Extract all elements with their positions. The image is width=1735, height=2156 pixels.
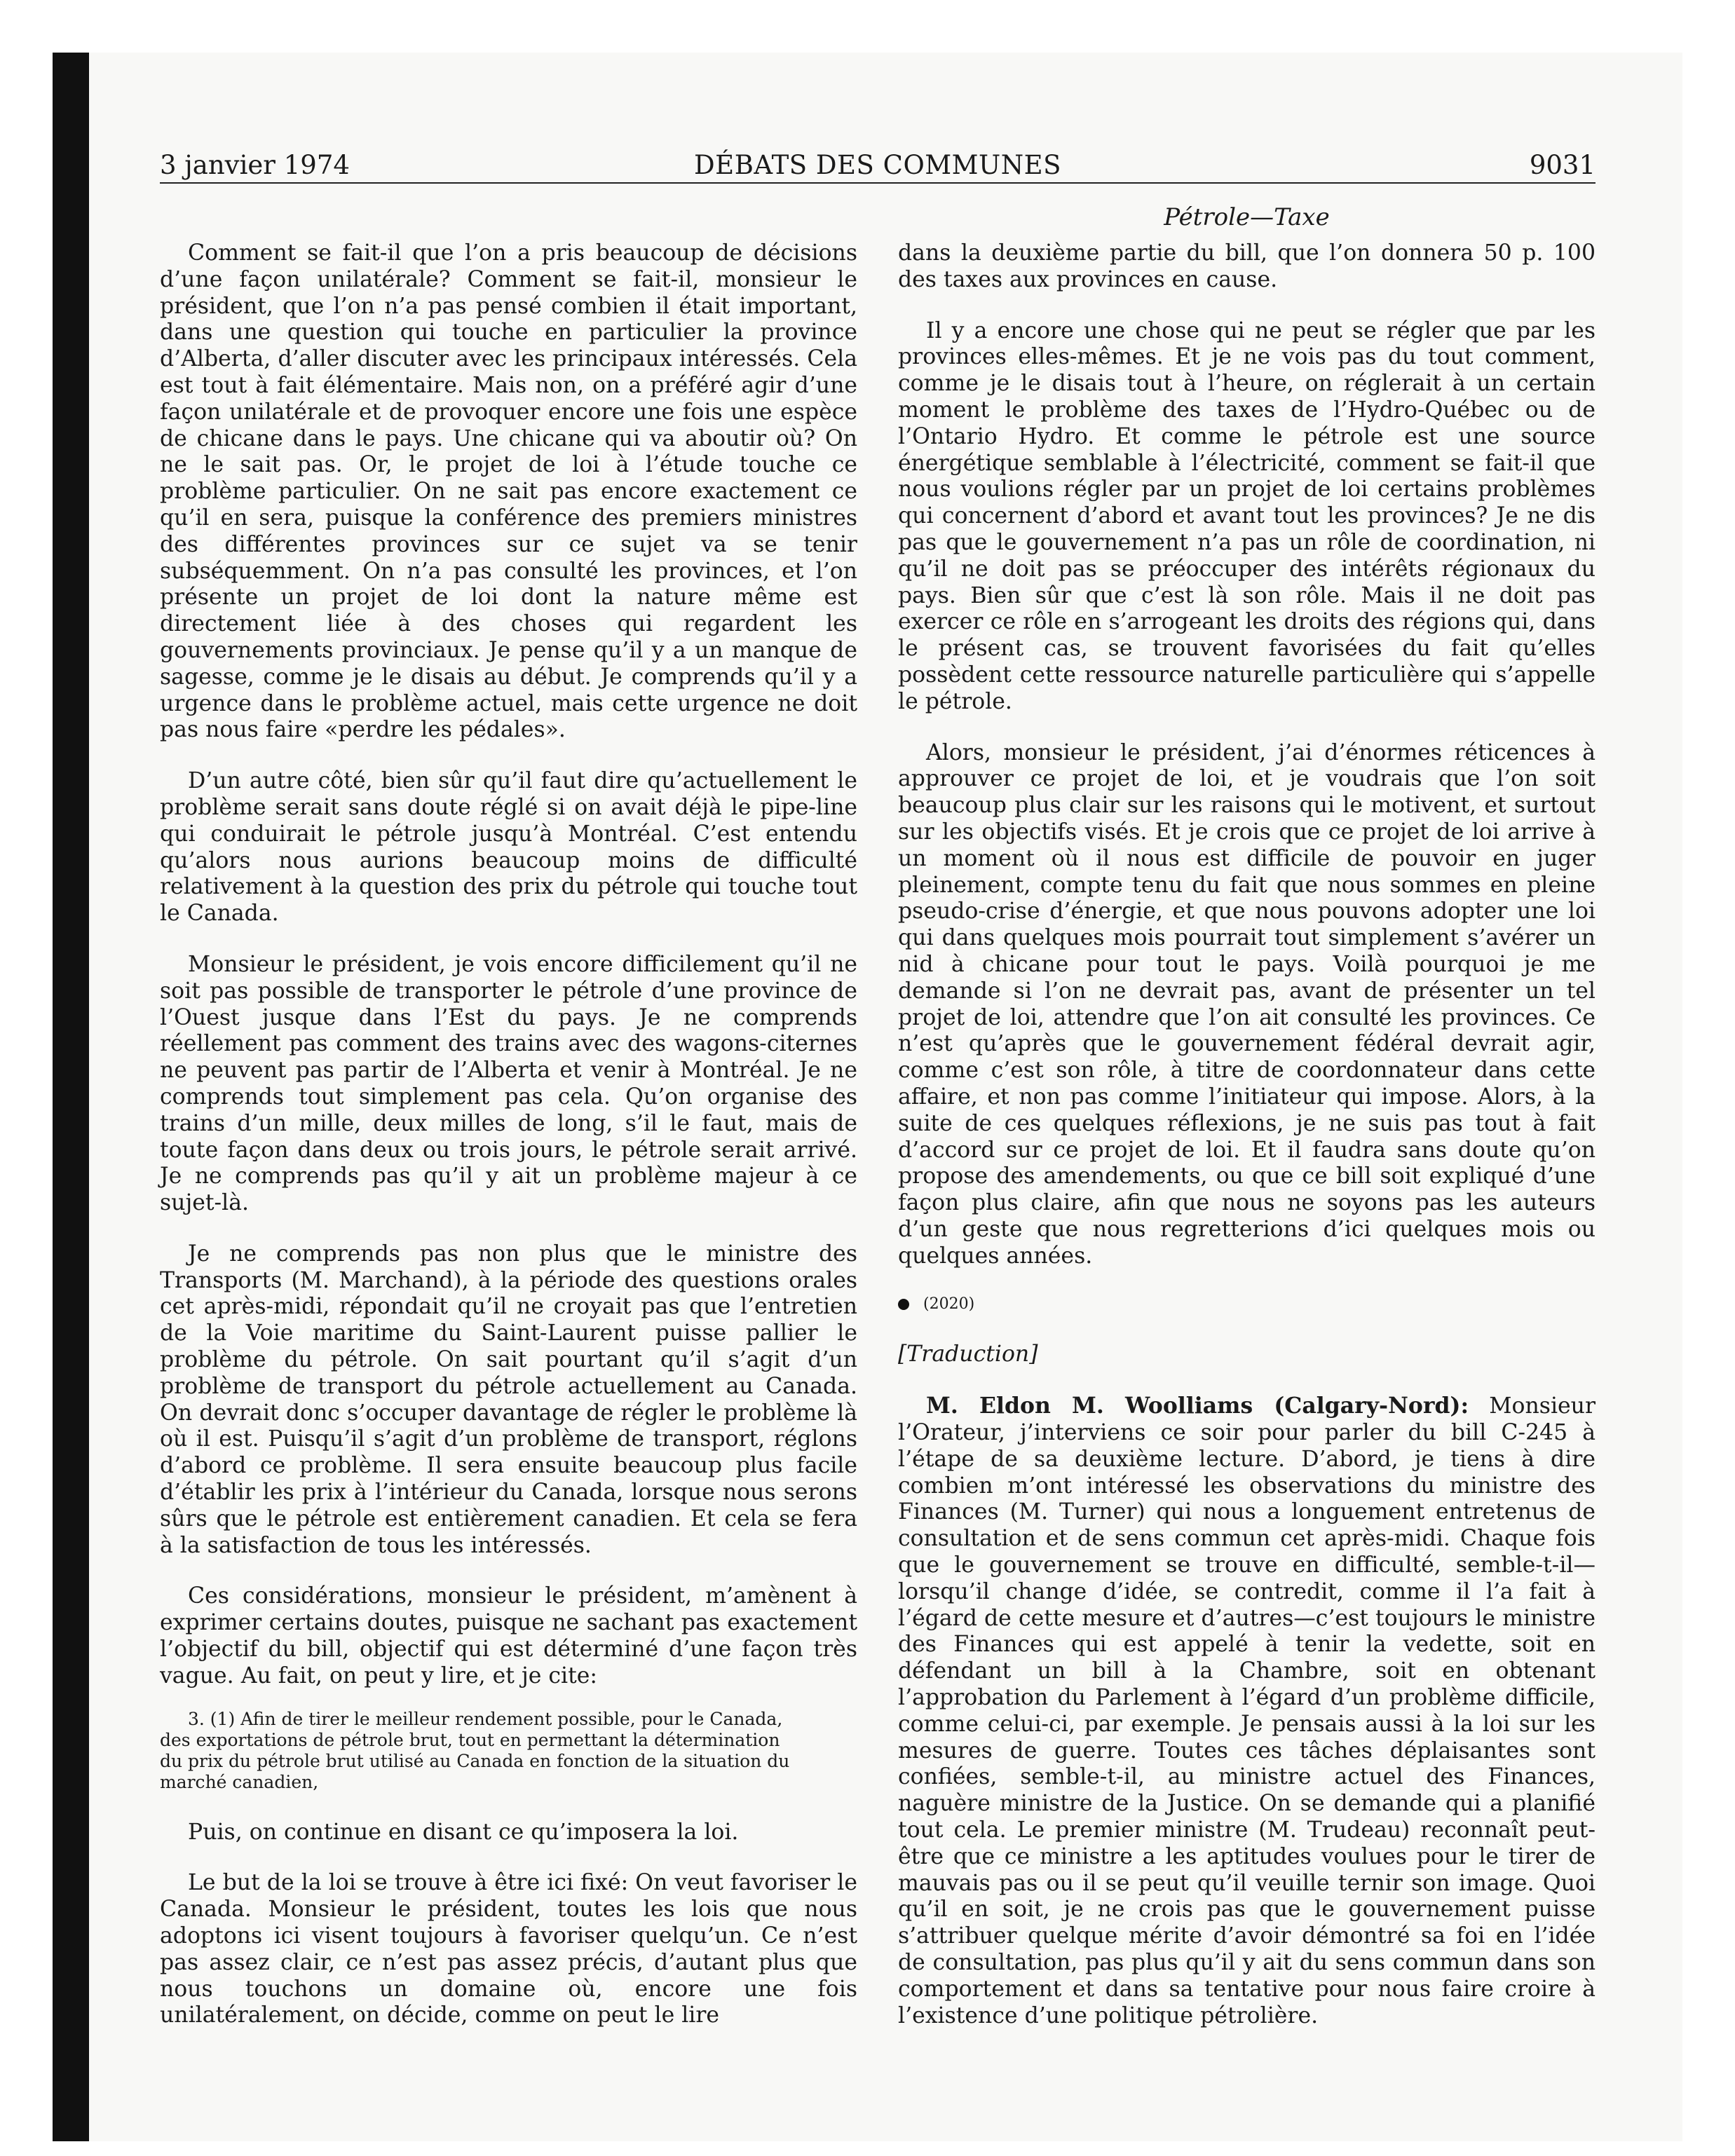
paragraph: Alors, monsieur le président, j’ai d’énormes réticences à approuver ce projet de loi, et je voudrais que l’on soit beaucoup plus clair sur les raisons qui le motivent, et surtout sur les objectifs visés. Et je crois que ce projet de loi arrive à un moment où il nous est difficile de pouvoir en juger pleinement, compte tenu du fait que nous sommes en pleine pseudo-crise d’énergie, et que nous pouvons adopter une loi qui dans quelques mois pourrait tout simplement s’avérer un nid à chicane pour tout le pays. Voilà pourquoi je me demande si l’on ne devrait pas, avant de présenter un tel projet de loi, attendre que l’on ait consulté les provinces. Ce n’est qu’après que le gouvernement fédéral devrait agir, comme c’est son rôle, à titre de coordonnateur dans cette affaire, et non pas comme l’initiateur qui impose. Alors, à la suite de ces quelques réflexions, je ne suis pas tout à fait d’accord sur ce projet de loi. Et il faudra sans doute qu’on propose des amendements, ou que ce bill soit expliqué d’une façon plus claire, afin que nous ne soyons pas les auteurs d’un geste que nous regretterions d’ici quelques mois ou quelques années.	[898, 739, 1595, 1269]
speaker-name: M. Eldon M. Woolliams (Calgary-Nord):	[926, 1393, 1469, 1419]
paragraph: Monsieur le président, je vois encore difficilement qu’il ne soit pas possible de transporter le pétrole d’une province de l’Ouest jusque dans l’Est du pays. Je ne comprends réellement pas comment des trains avec des wagons-citernes ne peuvent pas partir de l’Alberta et venir à Montréal. Je ne comprends tout simplement pas cela. Qu’on organise des trains d’un mille, deux milles de long, s’il le faut, mais de toute façon dans deux ou trois jours, le pétrole serait arrivé. Je ne comprends pas qu’il y ait un problème majeur à ce sujet-là.	[160, 951, 857, 1216]
paragraph: Il y a encore une chose qui ne peut se régler que par les provinces elles-mêmes. Et je ne vois pas du tout comment, comme je le disais tout à l’heure, on réglerait à un certain moment le problème des taxes de l’Hydro-Québec ou de l’Ontario Hydro. Et comme le pétrole est une source énergétique semblable à l’électricité, comment se fait-il que nous voulions régler par un projet de loi certains problèmes qui concernent d’abord et avant tout les provinces? Je ne dis pas que le gouvernement n’a pas un rôle de coordination, ni qu’il ne doit pas se préoccuper des intérêts régionaux du pays. Bien sûr que c’est là son rôle. Mais il ne doit pas exercer ce rôle en s’arrogeant les droits des régions qui, dans le présent cas, se trouvent favorisées du fait qu’elles possèdent cette ressource naturelle particulière qui s’appelle le pétrole.	[898, 318, 1595, 714]
quote-line: des exportations de pétrole brut, tout en permettant la détermination	[160, 1729, 780, 1750]
time-marker	[898, 1294, 1595, 1315]
speech-text: Monsieur l’Orateur, j’interviens ce soir pour parler du bill C-245 à l’étape de sa deuxième lecture. D’abord, je tiens à dire combien m’ont intéressé les observations du ministre des Finances (M. Turner) qui nous a longuement entretenus de consultation et de sens commun cet après-midi. Chaque fois que le gouvernement se trouve en difficulté, semble-t-il—lorsqu’il change d’idée, se contredit, comme il l’a fait à l’égard de cette mesure et d’autres—c’est toujours le ministre des Finances qui est appelé à tenir la vedette, soit en défendant un bill à la Chambre, soit en obtenant l’approbation du Parlement à l’égard d’un problème difficile, comme celui-ci, par exemple. Je pensais aussi à la loi sur les mesures de guerre. Toutes ces tâches déplaisantes sont confiées, semble-t-il, au ministre actuel des Finances, naguère ministre de la Justice. On se demande qui a planifié tout cela. Le premier ministre (M. Trudeau) reconnaît peut-être que ce ministre a les aptitudes voulues pour le tirer de mauvais pas ou il se peut qu’il veuille ternir son image. Quoi qu’il en soit, je ne crois pas que le gouvernement puisse s’attribuer quelque mérite d’avoir démontré sa foi en l’idée de consultation, pas plus qu’il y ait du sens commun dans son comportement et dans sa tentative pour nous faire croire à l’existence d’une politique pétrolière.	[898, 1393, 1596, 2028]
paragraph: Le but de la loi se trouve à être ici fixé: On veut favoriser le Canada. Monsieur le président, toutes les lois que nous adoptons ici visent toujours à favoriser quelqu’un. Ce n’est pas assez clair, ce n’est pas assez précis, d’autant plus que nous touchons un domaine où, encore une fois unilatéralement, on décide, comme on peut le lire	[160, 1870, 857, 2028]
quote-line: marché canadien,	[160, 1771, 319, 1792]
header-rule	[160, 182, 1595, 184]
quote-line: du prix du pétrole brut utilisé au Canada en fonction de la situation du	[160, 1750, 790, 1771]
header-date: 3 janvier 1974	[160, 150, 350, 180]
time-marker-label: (2020)	[923, 1295, 975, 1314]
paragraph: Ces considérations, monsieur le président, m’amènent à exprimer certains doutes, puisque ne sachant pas exactement l’objectif du bill, objectif qui est déterminé d’une façon très vague. Au fait, on peut y lire, et je cite:	[160, 1583, 857, 1688]
left-column	[160, 240, 857, 2054]
bullet-icon	[898, 1299, 909, 1310]
paragraph: Comment se fait-il que l’on a pris beaucoup de décisions d’une façon unilatérale? Comment se fait-il, monsieur le président, que l’on n’a pas pensé combien il était important, dans une question qui touche en particulier la province d’Alberta, d’aller discuter avec les principaux intéressés. Cela est tout à fait élémentaire. Mais non, on a préféré agir d’une façon unilatérale et de provoquer encore une fois une espèce de chicane dans le pays. Une chicane qui va aboutir où? On ne le sait pas. Or, le projet de loi à l’étude touche ce problème particulier. On ne sait pas encore exactement ce qu’il en sera, puisque la conférence des premiers ministres des différentes provinces sur ce sujet va se tenir subséquemment. On n’a pas consulté les provinces, et l’on présente un projet de loi dont la nature même est directement liée à des choses qui regardent les gouvernements provinciaux. Je pense qu’il y a un manque de sagesse, comme je le disais au début. Je comprends qu’il y a urgence dans le problème actuel, mais cette urgence ne doit pas nous faire «perdre les pédales».	[160, 240, 857, 743]
quote-line: 3. (1) Afin de tirer le meilleur rendement possible, pour le Canada,	[188, 1708, 783, 1729]
bill-quotation	[160, 1709, 857, 1793]
scan-edge-bar	[53, 53, 89, 2141]
running-head: Pétrole—Taxe	[1164, 203, 1330, 231]
header-page-number: 9031	[1529, 150, 1595, 180]
paragraph: dans la deuxième partie du bill, que l’on donnera 50 p. 100 des taxes aux provinces en cause.	[898, 240, 1595, 292]
right-column	[898, 240, 1595, 2054]
paragraph: Je ne comprends pas non plus que le ministre des Transports (M. Marchand), à la période des questions orales cet après-midi, répondait qu’il ne croyait pas que l’entretien de la Voie maritime du Saint-Laurent puisse pallier le problème du pétrole. On sait pourtant qu’il s’agit d’un problème de transport du pétrole actuellement au Canada. On devrait donc s’occuper davantage de régler le problème là où il est. Puisqu’il s’agit d’un problème de transport, réglons d’abord ce problème. Il sera ensuite beaucoup plus facile d’établir les prix à l’intérieur du Canada, lorsque nous serons sûrs que le pétrole est entièrement canadien. Et cela se fera à la satisfaction de tous les intéressés.	[160, 1241, 857, 1558]
paragraph: D’un autre côté, bien sûr qu’il faut dire qu’actuellement le problème serait sans doute réglé si on avait déjà le pipe-line qui conduirait le pétrole jusqu’à Montréal. C’est entendu qu’alors nous aurions beaucoup moins de difficulté relativement à la question des prix du pétrole qui touche tout le Canada.	[160, 768, 857, 927]
header-title: DÉBATS DES COMMUNES	[694, 150, 1061, 180]
traduction-label: [Traduction]	[898, 1342, 1038, 1367]
paragraph: Puis, on continue en disant ce qu’imposera la loi.	[188, 1819, 739, 1845]
speech-paragraph	[898, 1393, 1595, 2029]
